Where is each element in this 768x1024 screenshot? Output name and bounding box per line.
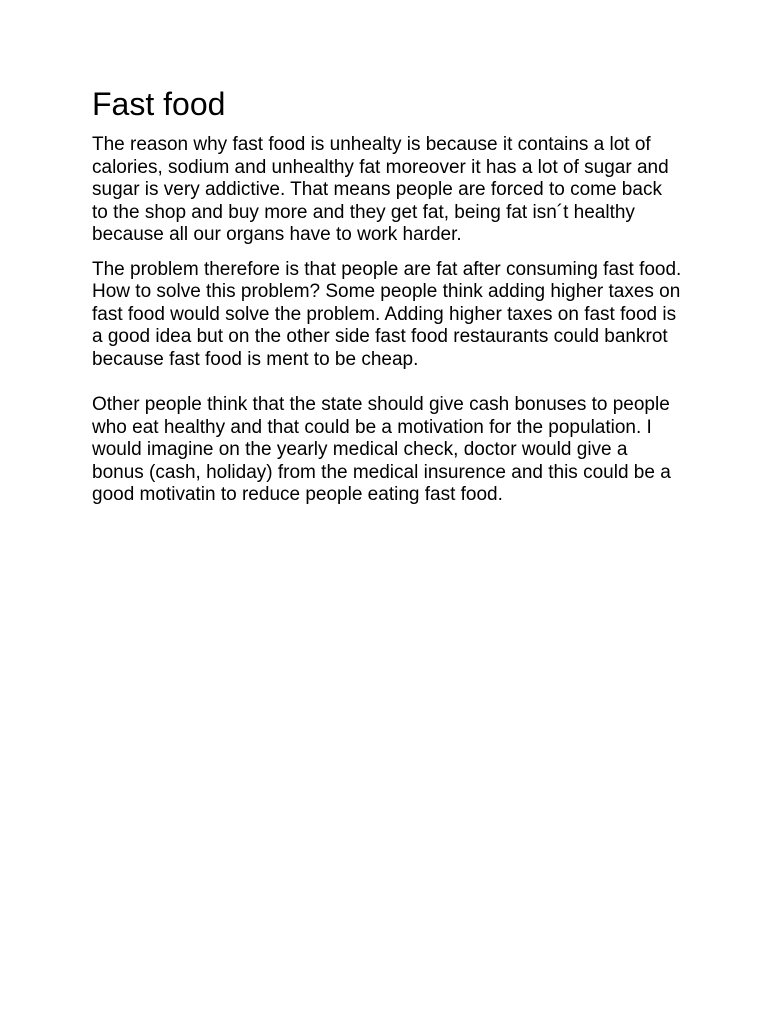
paragraph-1: The reason why fast food is unhealty is because it contains a lot of calories, sodium and unhealthy fat moreover it has a lot of sugar and sugar is very addictive. That means people are forced to come back to the shop and buy more and they get fat, being fat isn´t healthy because all our organs have to work harder. [92, 134, 669, 245]
document-title: Fast food [92, 86, 226, 122]
paragraph-2: The problem therefore is that people are fat after consuming fast food. How to solve this problem? Some people think adding higher taxes on fast food would solve the problem. Adding higher taxes on fast food is a good idea but on the other side fast food restaurants could bankrot because fast food is ment to be cheap. [92, 258, 682, 370]
paragraph-3: Other people think that the state should give cash bonuses to people who eat healthy and that could be a motivation for the population. I would imagine on the yearly medical check, doctor would give a bonus (cash, holiday) from the medical insurence and this could be a good motivatin to reduce people eating fast food. [92, 394, 671, 505]
document-page [92, 84, 682, 507]
